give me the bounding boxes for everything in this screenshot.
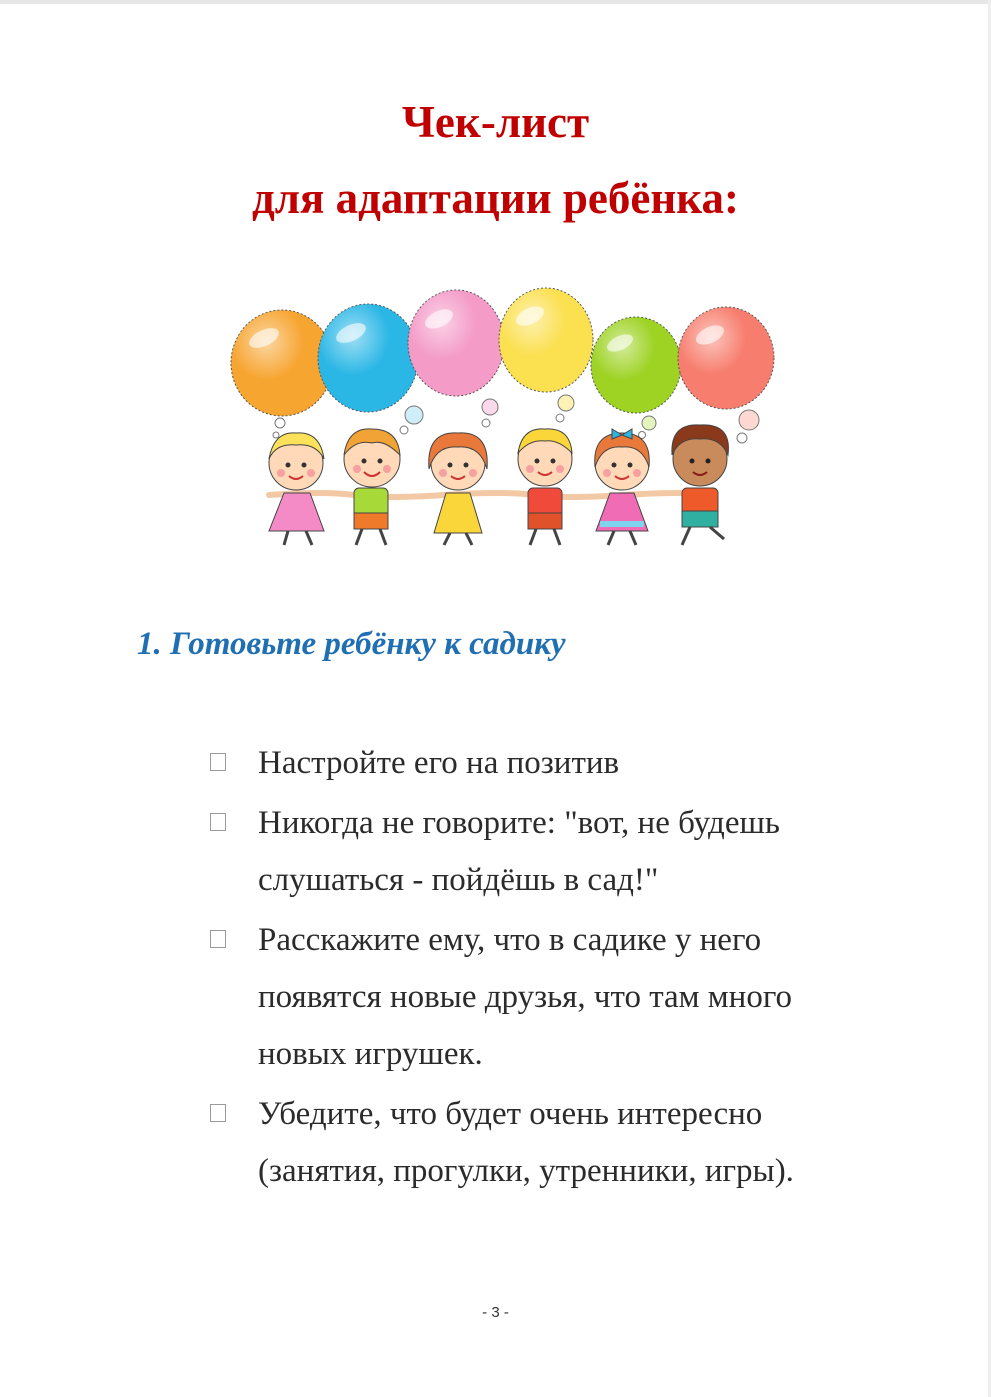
balloon-orange: [231, 310, 333, 416]
child-3: [429, 433, 488, 545]
checklist-item-text: Убедите, что будет очень интересно: [258, 1096, 763, 1132]
checklist-item: [208, 1086, 868, 1200]
checkbox-icon[interactable]: [210, 753, 226, 771]
balloon-pink: [408, 290, 504, 396]
children-row: [269, 425, 728, 545]
balloon-coral: [678, 307, 774, 409]
checklist-item-text: Настройте его на позитив: [258, 745, 620, 781]
balloon-blue: [318, 304, 418, 412]
balloon-green: [591, 317, 681, 413]
balloons-group: [231, 288, 774, 416]
checklist-item: [208, 912, 868, 1083]
checkbox-icon[interactable]: [210, 813, 226, 831]
checklist-item-text: появятся новые друзья, что там много: [258, 979, 793, 1015]
child-1: [269, 433, 324, 545]
balloon-yellow: [499, 288, 593, 392]
checklist-item: [208, 735, 868, 792]
child-2: [344, 429, 400, 545]
child-4: [518, 429, 572, 545]
checklist: [208, 735, 868, 1203]
children-with-balloons-illustration: [224, 283, 784, 553]
child-5: [595, 429, 650, 545]
checkbox-icon[interactable]: [210, 930, 226, 948]
checklist-item-text: новых игрушек.: [258, 1036, 483, 1072]
page-top-edge: [0, 0, 991, 4]
checklist-item-text: Никогда не говорите: "вот, не будешь: [258, 805, 780, 841]
checklist-item: [208, 795, 868, 909]
checkbox-icon[interactable]: [210, 1104, 226, 1122]
child-6: [672, 425, 729, 545]
page-title-line-1: Чек-лист: [401, 97, 590, 147]
page-title-line-2: для адаптации ребёнка:: [251, 173, 740, 223]
checklist-item-text: Расскажите ему, что в садике у него: [258, 922, 762, 958]
checklist-item-text: слушаться - пойдёшь в сад!": [258, 862, 659, 898]
checklist-item-text: (занятия, прогулки, утренники, игры).: [258, 1153, 794, 1189]
section-heading: 1. Готовьте ребёнку к садику: [137, 626, 566, 662]
page-number: - 3 -: [482, 1304, 509, 1321]
